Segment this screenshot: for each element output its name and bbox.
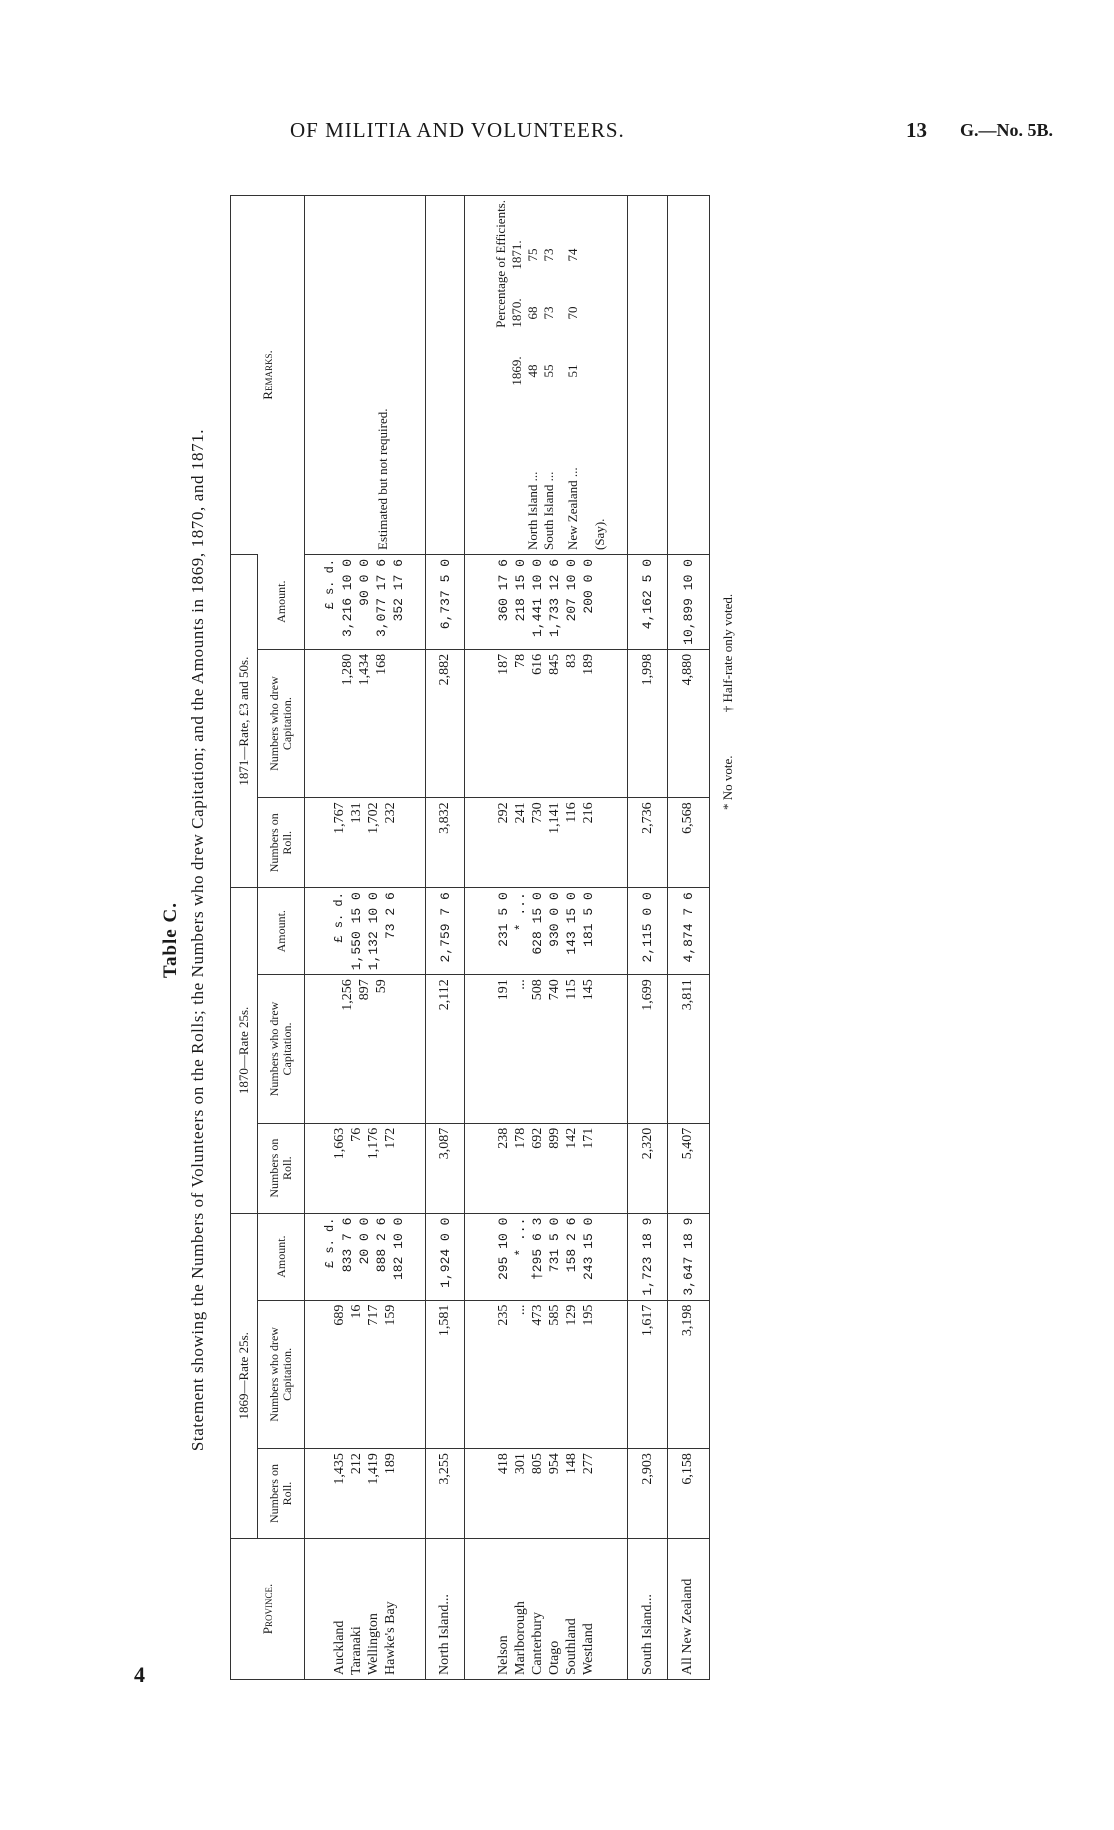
amount-units: £ s. d. — [323, 1217, 338, 1269]
value: 731 5 0 — [547, 1217, 563, 1273]
volunteers-statistics-table — [230, 195, 710, 1680]
province-name: Hawke's Bay — [382, 1601, 398, 1675]
cell-1869-capitation — [305, 1300, 426, 1448]
value: 616 — [530, 653, 546, 675]
cell-1871-amount — [305, 555, 426, 650]
value: 216 — [581, 802, 597, 824]
page-number: 13 — [906, 118, 927, 142]
remarks-cell — [465, 196, 628, 555]
value: 243 15 0 — [581, 1217, 597, 1281]
value: 142 — [564, 1127, 580, 1149]
value: 888 2 6 — [374, 1217, 390, 1273]
col-header-roll: Numbers on Roll. — [258, 798, 305, 888]
value: 3,255 — [425, 1449, 464, 1539]
page-header — [0, 118, 1114, 148]
side-page-number: 4 — [134, 1662, 145, 1687]
value: †295 6 3 — [530, 1217, 546, 1281]
value: 1,256 — [340, 979, 356, 1011]
value: 292 — [496, 802, 512, 824]
value: 207 10 0 — [564, 559, 580, 622]
value: 189 — [581, 653, 597, 675]
table-row-south-total — [628, 196, 667, 1680]
amount-units: £ s. d. — [323, 559, 338, 610]
table-row-south-provinces — [465, 196, 628, 1680]
pct-value: 75 — [524, 248, 540, 262]
value: 897 — [357, 979, 373, 1001]
value: 20 0 0 — [357, 1217, 373, 1265]
value: 277 — [581, 1453, 597, 1475]
value: 3,087 — [425, 1123, 464, 1213]
cell-1869-roll — [465, 1449, 628, 1539]
table-caption: Statement showing the Numbers of Volunteers on the Rolls; the Numbers who drew Capitation; and the Amounts in 1869, 1870, and 1871. — [188, 428, 207, 1452]
pct-row — [565, 200, 581, 550]
percentage-of-efficients — [493, 200, 581, 550]
value: 805 — [530, 1453, 546, 1475]
value: 717 — [365, 1304, 381, 1326]
value: 1,581 — [425, 1300, 464, 1448]
cell-1870-capitation — [305, 975, 426, 1123]
value: 3,811 — [667, 975, 709, 1123]
value: 1,280 — [340, 653, 356, 686]
value: 1,550 15 0 — [348, 892, 364, 971]
value: 182 10 0 — [391, 1217, 407, 1281]
value: 689 — [331, 1304, 347, 1326]
cell-1870-roll — [305, 1123, 426, 1213]
value: 218 15 0 — [513, 559, 529, 622]
province-name: Marlborough — [513, 1601, 529, 1675]
province-name: Southland — [564, 1618, 580, 1675]
pct-label: North Island ... — [524, 471, 540, 550]
pct-value: 70 — [564, 306, 580, 320]
value: 73 2 6 — [382, 892, 398, 940]
value: 238 — [496, 1127, 512, 1149]
pct-year: 1869. — [508, 356, 524, 386]
value: 83 — [564, 653, 580, 668]
value: 1,434 — [357, 653, 373, 686]
value: 1,723 18 9 — [628, 1213, 667, 1300]
value: 1,441 10 0 — [530, 559, 546, 638]
value: 418 — [496, 1453, 512, 1475]
value: 845 — [547, 653, 563, 675]
table-row-grand-total — [667, 196, 709, 1680]
value: 191 — [496, 979, 512, 1001]
col-header-amount: Amount. — [258, 555, 305, 650]
cell-1870-capitation — [465, 975, 628, 1123]
value: 2,115 0 0 — [628, 888, 667, 975]
cell-1871-roll — [465, 798, 628, 888]
pct-years-row — [509, 200, 525, 550]
value: 2,903 — [628, 1449, 667, 1539]
value: 172 — [382, 1127, 398, 1149]
cell-1869-roll — [305, 1449, 426, 1539]
remarks-cell — [667, 196, 709, 555]
value: 2,112 — [425, 975, 464, 1123]
value: 4,880 — [667, 649, 709, 797]
value: 295 10 0 — [496, 1217, 512, 1281]
cell-1871-capitation — [305, 649, 426, 797]
value: 178 — [513, 1127, 529, 1149]
value: 16 — [348, 1304, 364, 1319]
value: 6,158 — [667, 1449, 709, 1539]
running-title: OF MILITIA AND VOLUNTEERS. — [290, 118, 625, 142]
value: 1,617 — [628, 1300, 667, 1448]
value: 116 — [564, 802, 580, 823]
footnotes — [720, 554, 736, 810]
value: ... — [513, 1304, 529, 1316]
value: 168 — [374, 653, 390, 675]
pct-value: 51 — [564, 364, 580, 378]
cell-1871-capitation — [465, 649, 628, 797]
value: 1,767 — [331, 802, 347, 834]
cell-1869-capitation — [465, 1300, 628, 1448]
value: 189 — [382, 1453, 398, 1475]
remarks-cell — [425, 196, 464, 555]
pct-title: Percentage of Efficients. — [492, 200, 508, 328]
pct-value: 73 — [540, 306, 556, 320]
value: 2,736 — [628, 798, 667, 888]
col-header-capitation: Numbers who drew Capitation. — [258, 975, 305, 1123]
value: 1,998 — [628, 649, 667, 797]
col-header-amount: Amount. — [258, 888, 305, 975]
value: * ... — [513, 892, 529, 932]
province-name: Taranaki — [348, 1626, 364, 1675]
value: 145 — [581, 979, 597, 1001]
value: 473 — [530, 1304, 546, 1326]
value: 3,647 18 9 — [667, 1213, 709, 1300]
province-names-south — [465, 1539, 628, 1680]
value: 2,320 — [628, 1123, 667, 1213]
value: 6,568 — [667, 798, 709, 888]
pct-label: New Zealand ... — [564, 467, 580, 550]
value: 508 — [530, 979, 546, 1001]
value: 954 — [547, 1453, 563, 1475]
pct-row — [525, 200, 541, 550]
cell-1870-amount — [465, 888, 628, 975]
province-name: Auckland — [331, 1620, 347, 1675]
value: 131 — [348, 802, 364, 824]
value: 6,737 5 0 — [425, 555, 464, 650]
remarks-cell — [628, 196, 667, 555]
footnote: † Half-rate only voted. — [720, 593, 735, 713]
value: 833 7 6 — [340, 1217, 356, 1273]
col-header-amount: Amount. — [258, 1213, 305, 1300]
footnote: * No vote. — [720, 755, 735, 810]
value: 212 — [348, 1453, 364, 1475]
value: 2,759 7 6 — [425, 888, 464, 975]
province-name: Canterbury — [530, 1612, 546, 1675]
pct-value: 55 — [540, 364, 556, 378]
value: 187 — [496, 653, 512, 675]
value: 899 — [547, 1127, 563, 1149]
value: 200 0 0 — [581, 559, 597, 614]
value: 730 — [530, 802, 546, 824]
value: 10,899 10 0 — [667, 555, 709, 650]
value: 3,832 — [425, 798, 464, 888]
value: 78 — [513, 653, 529, 668]
year-header-1869: 1869—Rate 25s. — [231, 1213, 258, 1538]
value: 930 0 0 — [547, 892, 563, 947]
value: 360 17 6 — [496, 559, 512, 622]
value: 628 15 0 — [530, 892, 546, 955]
value: 241 — [513, 802, 529, 824]
value: 148 — [564, 1453, 580, 1475]
remarks-header: Remarks. — [231, 196, 305, 555]
remark-estimated: Estimated but not required. — [375, 408, 391, 550]
value: 2,882 — [425, 649, 464, 797]
col-header-capitation: Numbers who drew Capitation. — [258, 649, 305, 797]
value: 1,663 — [331, 1127, 347, 1160]
pct-value: 74 — [564, 248, 580, 262]
value: * ... — [513, 1217, 529, 1257]
value: 1,733 12 6 — [547, 559, 563, 638]
value: 301 — [513, 1453, 529, 1475]
value: 235 — [496, 1304, 512, 1326]
value: 585 — [547, 1304, 563, 1326]
value: 3,216 10 0 — [340, 559, 356, 638]
value: 1,702 — [365, 802, 381, 834]
value: 352 17 6 — [391, 559, 407, 622]
value: 195 — [581, 1304, 597, 1326]
value: 4,874 7 6 — [667, 888, 709, 975]
value: 4,162 5 0 — [628, 555, 667, 650]
pct-label: South Island ... — [540, 471, 556, 550]
value: 158 2 6 — [564, 1217, 580, 1273]
cell-1870-roll — [465, 1123, 628, 1213]
pct-value: 48 — [524, 364, 540, 378]
rotated-table-page — [160, 170, 800, 1710]
value: 1,176 — [365, 1127, 381, 1160]
row-label: All New Zealand — [667, 1539, 709, 1680]
document-code: G.—No. 5B. — [960, 120, 1054, 140]
value: 740 — [547, 979, 563, 1001]
value: 1,924 0 0 — [425, 1213, 464, 1300]
pct-value: 73 — [540, 248, 556, 262]
remark-say: (Say). — [591, 518, 607, 550]
pct-year: 1870. — [508, 298, 524, 328]
value: 5,407 — [667, 1123, 709, 1213]
value: 115 — [564, 979, 580, 1000]
table-row-north-total — [425, 196, 464, 1680]
pct-value: 68 — [524, 306, 540, 320]
cell-1869-amount — [305, 1213, 426, 1300]
province-name: Nelson — [496, 1635, 512, 1675]
value: 1,132 10 0 — [365, 892, 381, 971]
value: 1,141 — [547, 802, 563, 834]
value: 3,077 17 6 — [374, 559, 390, 638]
col-header-capitation: Numbers who drew Capitation. — [258, 1300, 305, 1448]
cell-1870-amount — [305, 888, 426, 975]
value: 231 5 0 — [496, 892, 512, 947]
amount-units: £ s. d. — [331, 892, 346, 943]
value: 3,198 — [667, 1300, 709, 1448]
province-header: Province. — [231, 1539, 305, 1680]
value: 90 0 0 — [357, 559, 373, 606]
value: 692 — [530, 1127, 546, 1149]
value: 171 — [581, 1127, 597, 1149]
table-row-north-provinces — [305, 196, 426, 1680]
value: 181 5 0 — [581, 892, 597, 947]
year-header-1871: 1871—Rate, £3 and 50s. — [231, 555, 258, 888]
value: 1,699 — [628, 975, 667, 1123]
value: 159 — [382, 1304, 398, 1326]
value: 232 — [382, 802, 398, 824]
row-label: South Island... — [628, 1539, 667, 1680]
value: 76 — [348, 1127, 364, 1142]
value: 1,419 — [365, 1453, 381, 1485]
col-header-roll: Numbers on Roll. — [258, 1123, 305, 1213]
province-name: Westland — [581, 1623, 597, 1675]
cell-1869-amount — [465, 1213, 628, 1300]
value: 129 — [564, 1304, 580, 1326]
value: ... — [513, 979, 529, 990]
value: 59 — [374, 979, 390, 994]
remarks-cell — [305, 196, 426, 555]
table-title: Table C. — [160, 902, 181, 978]
province-names-north — [305, 1539, 426, 1680]
col-header-roll: Numbers on Roll. — [258, 1449, 305, 1539]
province-name: Wellington — [365, 1613, 381, 1675]
cell-1871-roll — [305, 798, 426, 888]
row-label: North Island... — [425, 1539, 464, 1680]
year-header-1870: 1870—Rate 25s. — [231, 888, 258, 1213]
value: 1,435 — [331, 1453, 347, 1485]
pct-row — [541, 200, 557, 550]
province-name: Otago — [547, 1640, 563, 1675]
value: 143 15 0 — [564, 892, 580, 955]
pct-year: 1871. — [508, 240, 524, 270]
cell-1871-amount — [465, 555, 628, 650]
